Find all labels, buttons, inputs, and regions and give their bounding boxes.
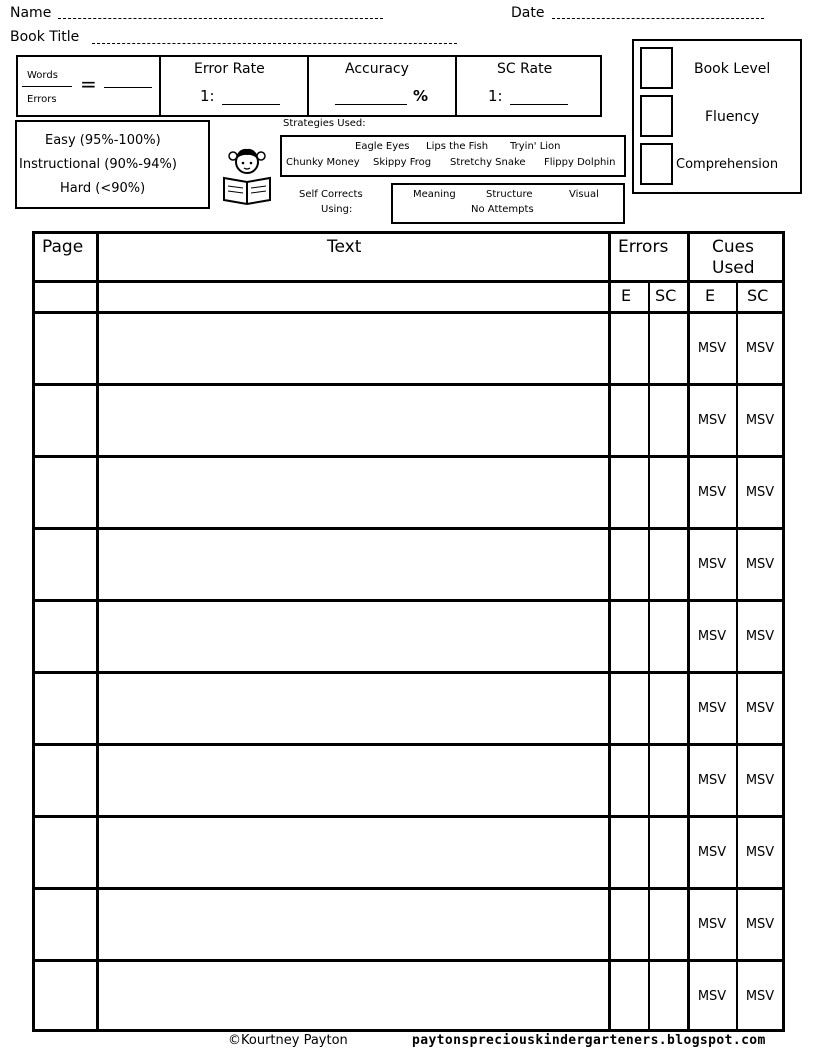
- cue-e-msv[interactable]: MSV: [697, 557, 727, 572]
- date-field[interactable]: [552, 18, 764, 19]
- cue-sc-msv[interactable]: MSV: [745, 773, 775, 788]
- strategy-stretchy-snake: Stretchy Snake: [450, 157, 526, 168]
- row-divider: [32, 815, 785, 818]
- hard-level: Hard (<90%): [60, 181, 146, 196]
- book-title-label: Book Title: [10, 29, 80, 45]
- name-label: Name: [10, 5, 52, 21]
- cue-e-msv[interactable]: MSV: [697, 917, 727, 932]
- table-row[interactable]: [32, 455, 785, 527]
- strategy-skippy-frog: Skippy Frog: [373, 157, 432, 168]
- table-row[interactable]: [32, 743, 785, 815]
- cues-e-subheader: E: [705, 286, 716, 305]
- strategy-tryin-lion: Tryin' Lion: [510, 141, 561, 152]
- accuracy-label: Accuracy: [345, 61, 409, 77]
- book-title-field[interactable]: [92, 43, 457, 44]
- book-level-checkbox[interactable]: [640, 47, 673, 89]
- name-field[interactable]: [58, 18, 383, 19]
- blog-url: paytonspreciouskindergarteners.blogspot.com: [412, 1033, 766, 1048]
- book-level-label: Book Level: [694, 61, 771, 77]
- row-divider: [32, 887, 785, 890]
- table-row[interactable]: [32, 383, 785, 455]
- cue-sc-msv[interactable]: MSV: [745, 341, 775, 356]
- cue-e-msv[interactable]: MSV: [697, 845, 727, 860]
- table-row[interactable]: [32, 671, 785, 743]
- fraction-bar: [22, 86, 72, 87]
- table-row[interactable]: [32, 887, 785, 959]
- row-divider: [32, 743, 785, 746]
- page-column-header: Page: [42, 237, 84, 257]
- cue-sc-msv[interactable]: MSV: [745, 413, 775, 428]
- accuracy-percent: %: [413, 87, 429, 105]
- easy-level: Easy (95%-100%): [45, 133, 161, 148]
- table-row[interactable]: [32, 959, 785, 1031]
- error-rate-prefix: 1:: [200, 87, 215, 105]
- comprehension-checkbox[interactable]: [640, 143, 673, 185]
- cues-column-header: Cues: [712, 237, 754, 257]
- strategy-lips-the-fish: Lips the Fish: [426, 141, 489, 152]
- cue-sc-msv[interactable]: MSV: [745, 557, 775, 572]
- words-errors-field[interactable]: [104, 87, 152, 88]
- cue-e-msv[interactable]: MSV: [697, 413, 727, 428]
- fluency-checkbox[interactable]: [640, 95, 673, 137]
- sc-rate-label: SC Rate: [497, 61, 553, 77]
- row-divider: [32, 671, 785, 674]
- row-divider: [32, 383, 785, 386]
- self-correct-structure: Structure: [486, 189, 533, 200]
- words-label: Words: [27, 70, 58, 81]
- errors-sc-subheader: SC: [655, 286, 677, 305]
- cue-e-msv[interactable]: MSV: [697, 341, 727, 356]
- errors-e-subheader: E: [621, 286, 632, 305]
- strategy-flippy-dolphin: Flippy Dolphin: [544, 157, 616, 168]
- error-rate-label: Error Rate: [194, 61, 265, 77]
- cue-e-msv[interactable]: MSV: [697, 629, 727, 644]
- instructional-level: Instructional (90%-94%): [19, 157, 177, 172]
- self-correct-meaning: Meaning: [413, 189, 456, 200]
- cue-sc-msv[interactable]: MSV: [745, 629, 775, 644]
- self-corrects-label: Self Corrects: [299, 189, 363, 200]
- cue-sc-msv[interactable]: MSV: [745, 989, 775, 1004]
- comprehension-label: Comprehension: [676, 157, 779, 172]
- row-divider: [32, 527, 785, 530]
- cue-e-msv[interactable]: MSV: [697, 773, 727, 788]
- strategy-eagle-eyes: Eagle Eyes: [355, 141, 410, 152]
- strategy-chunky-monkey: Chunky Money: [286, 157, 360, 168]
- cue-sc-msv[interactable]: MSV: [745, 485, 775, 500]
- copyright-text: ©Kourtney Payton: [228, 1033, 348, 1048]
- table-row[interactable]: [32, 527, 785, 599]
- self-corrects-using-label: Using:: [321, 204, 353, 215]
- date-label: Date: [511, 5, 545, 21]
- errors-label: Errors: [27, 94, 57, 105]
- error-rate-field[interactable]: [222, 104, 280, 105]
- cue-sc-msv[interactable]: MSV: [745, 917, 775, 932]
- row-divider: [32, 455, 785, 458]
- cue-e-msv[interactable]: MSV: [697, 485, 727, 500]
- self-correct-no-attempts: No Attempts: [471, 204, 534, 215]
- errors-column-header: Errors: [618, 237, 669, 257]
- cues-column-header-used: Used: [712, 258, 755, 278]
- equals-sign: =: [80, 72, 97, 96]
- self-correct-visual: Visual: [569, 189, 599, 200]
- girl-reading-icon: [218, 142, 276, 206]
- cue-e-msv[interactable]: MSV: [697, 701, 727, 716]
- strategies-title: Strategies Used:: [283, 118, 366, 129]
- cue-sc-msv[interactable]: MSV: [745, 701, 775, 716]
- row-divider: [32, 599, 785, 602]
- fluency-label: Fluency: [705, 109, 760, 125]
- cue-e-msv[interactable]: MSV: [697, 989, 727, 1004]
- row-divider: [32, 959, 785, 962]
- table-row[interactable]: [32, 599, 785, 671]
- accuracy-field[interactable]: [335, 104, 407, 105]
- table-row[interactable]: [32, 311, 785, 383]
- table-row[interactable]: [32, 815, 785, 887]
- text-column-header: Text: [327, 237, 362, 257]
- cue-sc-msv[interactable]: MSV: [745, 845, 775, 860]
- cues-sc-subheader: SC: [747, 286, 769, 305]
- sc-rate-field[interactable]: [510, 104, 568, 105]
- sc-rate-prefix: 1:: [488, 87, 503, 105]
